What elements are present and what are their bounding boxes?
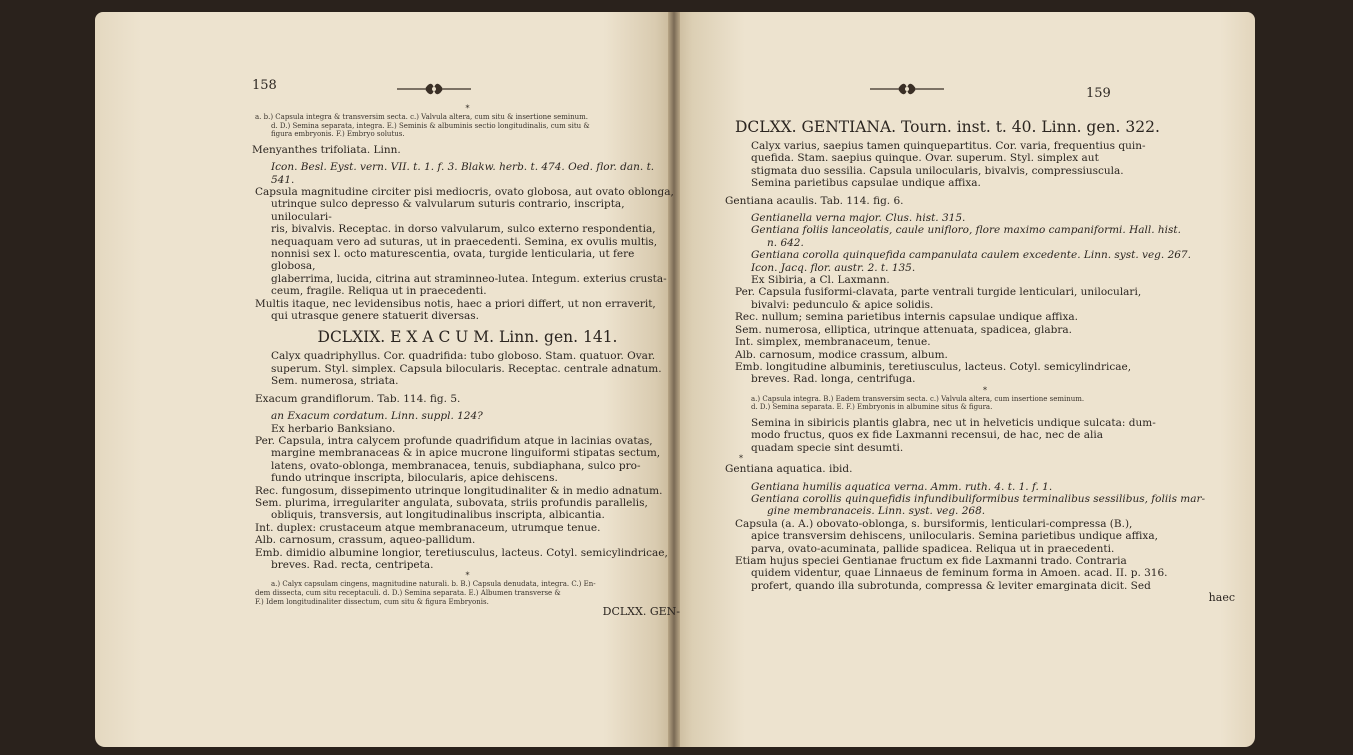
text-line: modo fructus, quos ex fide Laxmanni recensui, de hac, nec de alia	[751, 429, 1103, 442]
description-int: Int. duplex: crustaceum atque membranaceum, utrumque tenue.	[255, 521, 601, 534]
description-rec: Rec. fungosum, dissepimento utrinque longitudinaliter & in medio adnatum.	[255, 484, 663, 497]
footnote-line: figura embryonis. F.) Embryo solutus.	[271, 130, 405, 139]
text-line: Etiam hujus speciei Gentianae fructum ex fide Laxmanni trado. Contraria	[735, 554, 1127, 567]
ornament-icon	[395, 82, 473, 96]
text-line: parva, ovato-acuminata, pallide spadicea. Reliqua ut in praecedenti.	[751, 542, 1115, 555]
description-int: Int. simplex, membranaceum, tenue.	[735, 336, 931, 349]
species-name-acaulis: Gentiana acaulis. Tab. 114. fig. 6.	[725, 194, 904, 207]
text-line: Calyx varius, saepius tamen quinquepartitus. Cor. varia, frequentius quin-	[751, 140, 1146, 152]
section-heading-gentiana: DCLXX. GENTIANA. Tourn. inst. t. 40. Linn. gen. 322.	[735, 118, 1160, 136]
description-alb: Alb. carnosum, crassum, aqueo-pallidum.	[255, 534, 476, 547]
synonym-line: Gentiana foliis lanceolatis, caule unifloro, flore maximo campaniformi. Hall. hist.	[751, 224, 1181, 237]
footnote-line: a.) Capsula integra. B.) Eadem transversim secta. c.) Valvula altera, cum insertione seminum.	[751, 394, 1085, 403]
footnote-line: d. D.) Semina separata. E. F.) Embryonis in albumine situs & figura.	[751, 403, 993, 412]
footnote-star: *	[465, 104, 470, 113]
text-line: apice transversim dehiscens, unilocularis. Semina parietibus undique affixa,	[751, 530, 1158, 543]
synonym-line: Gentiana corolla quinquefida campanulata caulem excedente. Linn. syst. veg. 267.	[751, 249, 1191, 262]
catchword: haec	[1208, 591, 1235, 605]
source-line: Ex herbario Banksiano.	[271, 422, 396, 435]
footnote-star: *	[983, 385, 987, 395]
text-line: obliquis, transversis, aut longitudinalibus inscripta, albicantia.	[271, 509, 605, 522]
species-name-menyanthes: Menyanthes trifoliata. Linn.	[252, 143, 401, 156]
description-per: Per. Capsula, intra calycem profunde quadrifidum atque in lacinias ovatas,	[255, 434, 653, 447]
footnote-line: d. D.) Semina separata, integra. E.) Seminis & albuminis sectio longitudinalis, cum situ &	[271, 121, 590, 130]
text-line: profert, quando illa subrotunda, compressa & leviter emarginata dicit. Sed	[751, 579, 1151, 592]
source-line: Ex Sibiria, a Cl. Laxmann.	[751, 274, 890, 287]
description-alb: Alb. carnosum, modice crassum, album.	[735, 348, 948, 361]
section-heading-exacum: DCLXIX. E X A C U M. Linn. gen. 141.	[317, 328, 618, 347]
description-per: Per. Capsula fusiformi-clavata, parte ventrali turgide lenticulari, uniloculari,	[735, 286, 1142, 299]
footnote-line: dem dissecta, cum situ receptaculi. d. D.) Semina separata. E.) Albumen transverse &	[255, 588, 561, 597]
species-name-aquatica: Gentiana aquatica. ibid.	[725, 463, 853, 476]
description-emb: Emb. longitudine albuminis, teretiusculus, lacteus. Cotyl. semicylindricae,	[735, 360, 1132, 373]
text-line: quidem videntur, quae Linnaeus de feminum forma in Amoen. acad. II. p. 316.	[751, 567, 1168, 580]
text-line: Semina parietibus capsulae undique affixa.	[751, 177, 981, 190]
text-line: Sem. numerosa, striata.	[271, 375, 399, 388]
text-line: breves. Rad. recta, centripeta.	[271, 558, 434, 571]
species-name-exacum: Exacum grandiflorum. Tab. 114. fig. 5.	[255, 392, 461, 405]
text-line: nequaquam vero ad suturas, ut in praecedenti. Semina, ex ovulis multis,	[271, 235, 658, 248]
text-line: utrinque sulco depresso & valvularum suturis contrario, inscripta, uniloculari-	[271, 198, 625, 223]
text-line: Multis itaque, nec levidensibus notis, haec a priori differt, ut non erraverit,	[255, 297, 656, 310]
description-emb: Emb. dimidio albumine longior, teretiusculus, lacteus. Cotyl. semicylindricae,	[255, 546, 668, 559]
icon-reference: Icon. Besl. Eyst. vern. VII. t. 1. f. 3. Blakw. herb. t. 474. Oed. flor. dan. t. 541.	[271, 161, 655, 186]
synonym-line: Gentiana humilis aquatica verna. Amm. ruth. 4. t. 1. f. 1.	[751, 480, 1053, 493]
page-number-left: 158	[252, 78, 277, 93]
icon-reference: Icon. Jacq. flor. austr. 2. t. 135.	[751, 261, 916, 274]
text-line: glaberrima, lucida, citrina aut straminneo-lutea. Integum. exterius crusta-	[271, 272, 667, 285]
text-line: bivalvi: pedunculo & apice solidis.	[751, 298, 934, 311]
text-line: Capsula magnitudine circiter pisi mediocris, ovato globosa, aut ovato oblonga,	[255, 186, 674, 198]
description-rec: Rec. nullum; semina parietibus internis capsulae undique affixa.	[735, 311, 1078, 324]
text-line: fundo utrinque inscripta, bilocularis, apice dehiscens.	[271, 472, 558, 485]
synonym-line: n. 642.	[767, 236, 804, 249]
text-line: quadam specie sint desumti.	[751, 441, 904, 454]
synonym-line: gine membranaceis. Linn. syst. veg. 268.	[767, 505, 986, 518]
text-line: Capsula (a. A.) obovato-oblonga, s. bursiformis, lenticulari-compressa (B.),	[735, 517, 1133, 530]
text-line: margine membranaceas & in apice mucrone linguiformi stipatas sectum,	[271, 447, 661, 460]
text-line: qui utrasque genere statuerit diversas.	[271, 310, 479, 323]
left-page-content	[252, 104, 680, 619]
text-line: quefida. Stam. saepius quinque. Ovar. superum. Styl. simplex aut	[751, 152, 1099, 165]
footnote-line: a.) Calyx capsulam cingens, magnitudine naturali. b. B.) Capsula denudata, integra. C.) En-	[271, 580, 596, 589]
synonym-line: Gentianella verna major. Clus. hist. 315.	[751, 212, 966, 225]
text-line: nonnisi sex l. octo maturescentia, ovata, turgide lenticularia, ut fere globosa,	[271, 248, 635, 273]
synonym-line: an Exacum cordatum. Linn. suppl. 124?	[271, 410, 483, 423]
footnote-line: F.) Idem longitudinaliter dissectum, cum situ & figura Embryonis.	[255, 597, 489, 606]
description-sem: Sem. numerosa, elliptica, utrinque attenuata, spadicea, glabra.	[735, 323, 1072, 336]
text-line: superum. Styl. simplex. Capsula bilocularis. Receptac. centrale adnatum.	[271, 362, 662, 375]
text-line: latens, ovato-oblonga, membranacea, tenuis, subdiaphana, sulco pro-	[271, 459, 641, 472]
ornament-icon	[868, 82, 946, 96]
text-line: ris, bivalvis. Receptac. in dorso valvularum, sulco externo respondentia,	[271, 223, 656, 236]
footnote-star: *	[465, 571, 470, 581]
text-line: stigmata duo sessilia. Capsula unilocularis, bivalvis, compressiuscula.	[751, 164, 1124, 177]
text-line: ceum, fragile. Reliqua ut in praecedenti.	[271, 285, 487, 298]
text-line: breves. Rad. longa, centrifuga.	[751, 373, 916, 386]
text-line: Semina in sibiricis plantis glabra, nec ut in helveticis undique sulcata: dum-	[751, 416, 1156, 429]
synonym-line: Gentiana corollis quinquefidis infundibuliformibus terminalibus sessilibus, foliis mar-	[751, 492, 1206, 505]
section-star: *	[739, 454, 743, 464]
catchword: DCLXX. GEN-	[602, 605, 680, 619]
description-sem: Sem. plurima, irregulariter angulata, subovata, striis profundis parallelis,	[255, 496, 648, 509]
footnote-line: a. b.) Capsula integra & transversim secta. c.) Valvula altera, cum situ & insertione seminum.	[255, 113, 589, 121]
page-number-right: 159	[1086, 86, 1111, 101]
right-page-content	[725, 118, 1235, 605]
text-line: Calyx quadriphyllus. Cor. quadrifida: tubo globoso. Stam. quatuor. Ovar.	[271, 350, 656, 363]
